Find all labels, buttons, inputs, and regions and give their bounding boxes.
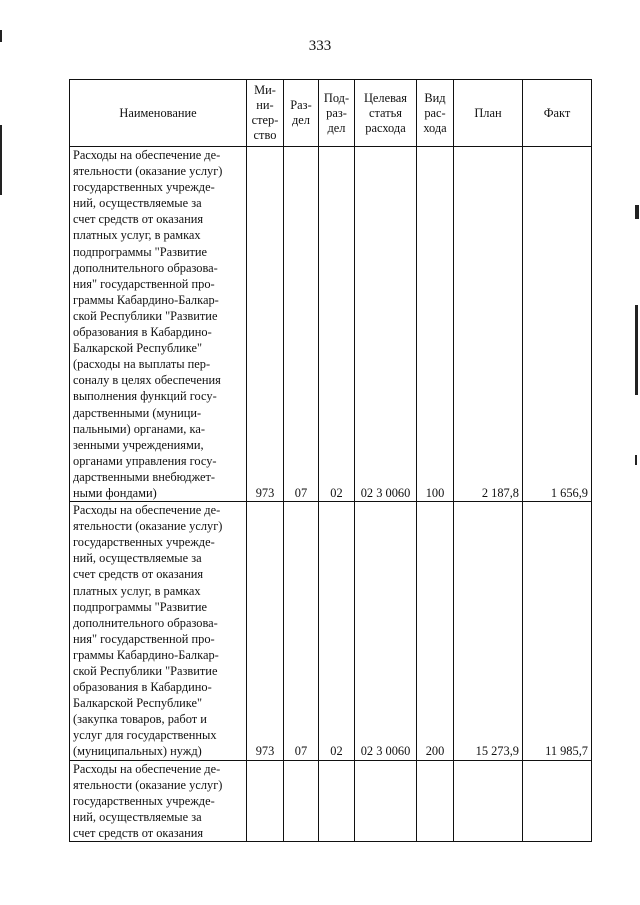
cell-name-line: подпрограммы "Развитие: [73, 599, 208, 614]
header-ministry-line: ни-: [256, 98, 274, 112]
cell-ministry: 973: [247, 147, 284, 502]
cell-name-line: Расходы на обеспечение де-: [73, 503, 221, 518]
cell-name-line: образования в Кабардино-: [73, 325, 212, 340]
header-subsection-line: дел: [327, 120, 346, 135]
cell-name-line: ния" государственной про-: [73, 276, 215, 291]
cell-name-line: дополнительного образова-: [73, 615, 218, 630]
page-number: 333: [308, 38, 332, 54]
cell-name-line: дарственными (муници-: [73, 405, 202, 420]
header-ministry-line: стер-: [251, 113, 279, 127]
cell-fact: 11 985,7: [523, 502, 592, 761]
header-section-line: Раз-: [290, 98, 312, 112]
header-subsection: [319, 80, 355, 147]
cell-section: 07: [284, 147, 319, 502]
table-row: [70, 760, 592, 841]
cell-name: [70, 760, 247, 841]
header-type-line: хода: [423, 120, 447, 135]
header-target-line: статья: [368, 105, 402, 120]
cell-plan: 15 273,9: [454, 502, 523, 761]
header-section: [284, 80, 319, 147]
cell-name-line: ния" государственной про-: [73, 631, 215, 646]
header-ministry-line: ство: [253, 128, 277, 142]
cell-name: [70, 147, 247, 502]
cell-name-line: государственных учрежде-: [73, 535, 215, 550]
cell-name-line: Балкарской Республике": [73, 696, 203, 711]
header-type-line: Вид: [424, 90, 446, 105]
header-subsection-line: Под-: [323, 90, 350, 105]
cell-name-line: выполнения функций госу-: [73, 389, 217, 404]
cell-name-line: подпрограммы "Развитие: [73, 244, 208, 259]
header-name: Наименование: [70, 80, 247, 147]
cell-name-line: дополнительного образова-: [73, 260, 218, 275]
cell-name-line: ными фондами): [73, 485, 157, 500]
cell-name-line: Расходы на обеспечение де-: [73, 148, 221, 162]
cell-name-line: органами управления госу-: [73, 453, 217, 468]
cell-fact: [523, 760, 592, 841]
cell-name-line: счет средств от оказания: [73, 825, 204, 840]
header-type: [417, 80, 454, 147]
cell-name-line: Расходы на обеспечение де-: [73, 761, 221, 776]
header-target-line: Целевая: [363, 90, 408, 105]
cell-section: [284, 760, 319, 841]
cell-name-line: счет средств от оказания: [73, 567, 204, 582]
header-plan: План: [454, 80, 523, 147]
cell-name-line: соналу в целях обеспечения: [73, 373, 221, 388]
cell-name-line: (закупка товаров, работ и: [73, 712, 207, 727]
cell-name-line: (расходы на выплаты пер-: [73, 357, 211, 372]
table-body: [70, 147, 592, 842]
budget-table: [69, 79, 592, 842]
cell-name-line: ятельности (оказание услуг): [73, 164, 223, 179]
table-row: [70, 147, 592, 502]
cell-plan: 2 187,8: [454, 147, 523, 502]
header-target: [355, 80, 417, 147]
cell-name-line: ний, осуществляемые за: [73, 809, 202, 824]
cell-name-line: ятельности (оказание услуг): [73, 519, 223, 534]
header-fact: Факт: [523, 80, 592, 147]
table-row: [70, 502, 592, 761]
cell-name-line: ятельности (оказание услуг): [73, 777, 223, 792]
cell-subsection: 02: [319, 502, 355, 761]
cell-section: 07: [284, 502, 319, 761]
cell-name-line: зенными учреждениями,: [73, 437, 204, 452]
header-subsection-line: раз-: [326, 105, 347, 120]
cell-subsection: 02: [319, 147, 355, 502]
cell-name-line: ской Республики "Развитие: [73, 664, 218, 678]
cell-target: 02 3 0060: [355, 147, 417, 502]
header-ministry-line: Ми-: [254, 83, 276, 97]
cell-name: [70, 502, 247, 761]
cell-name-line: граммы Кабардино-Балкар-: [73, 647, 219, 662]
cell-fact: 1 656,9: [523, 147, 592, 502]
header-ministry: [247, 80, 284, 147]
cell-name-line: пальными) органами, ка-: [73, 421, 205, 436]
cell-target: 02 3 0060: [355, 502, 417, 761]
cell-name-line: услуг для государственных: [73, 728, 217, 743]
header-type-line: рас-: [424, 105, 446, 120]
cell-plan: [454, 760, 523, 841]
table-header-row: [70, 80, 592, 147]
cell-name-line: Балкарской Республике": [73, 341, 203, 356]
cell-ministry: 973: [247, 502, 284, 761]
cell-ministry: [247, 760, 284, 841]
cell-name-line: ний, осуществляемые за: [73, 551, 202, 566]
cell-name-line: платных услуг, в рамках: [73, 228, 201, 243]
cell-type: 200: [417, 502, 454, 761]
cell-target: [355, 760, 417, 841]
cell-name-line: счет средств от оказания: [73, 212, 204, 227]
cell-name-line: ской Республики "Развитие: [73, 308, 218, 323]
cell-name-line: граммы Кабардино-Балкар-: [73, 292, 219, 307]
cell-name-line: ний, осуществляемые за: [73, 196, 202, 211]
cell-subsection: [319, 760, 355, 841]
header-target-line: расхода: [365, 120, 406, 135]
header-section-line: дел: [292, 113, 310, 127]
cell-name-line: образования в Кабардино-: [73, 680, 212, 695]
cell-name-line: (муниципальных) нужд): [73, 744, 202, 759]
cell-name-line: платных услуг, в рамках: [73, 583, 201, 598]
cell-name-line: государственных учрежде-: [73, 180, 215, 195]
cell-type: 100: [417, 147, 454, 502]
cell-type: [417, 760, 454, 841]
cell-name-line: дарственными внебюджет-: [73, 469, 216, 484]
cell-name-line: государственных учрежде-: [73, 793, 215, 808]
